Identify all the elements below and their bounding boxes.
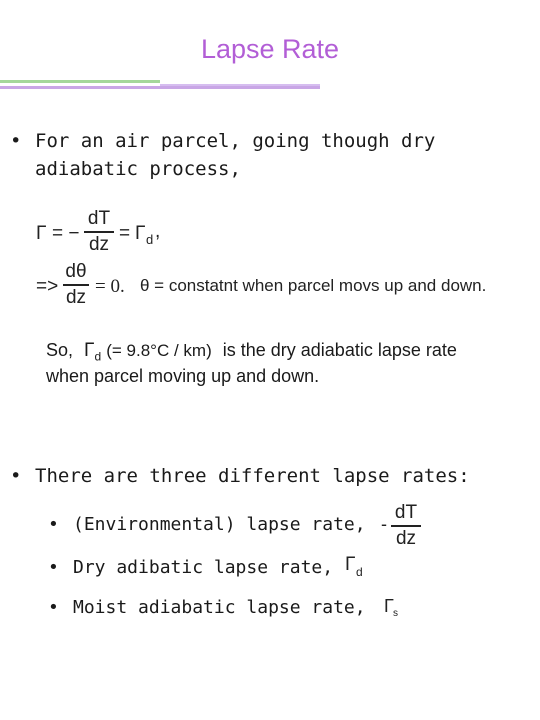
eq1-gamma: Γ <box>36 223 47 244</box>
sub-bullet-dot: • <box>48 597 59 618</box>
eq1-fraction-bar <box>84 231 114 233</box>
dry-gamma: Γ <box>345 554 356 575</box>
lapse-type-label: Moist adiabatic lapse rate, <box>73 597 366 618</box>
lapse-type-moist <box>48 597 366 618</box>
eq2-statement: θ = constatnt when parcel movs up and down. <box>140 276 487 295</box>
eq1-comma: , <box>155 221 161 242</box>
bullet-1-text: For an air parcel, going though dry adiabatic process, <box>35 130 436 180</box>
moist-gamma: Γ <box>384 596 394 616</box>
eq1-equals-minus: = − <box>52 223 80 244</box>
so-line-2: when parcel moving up and down. <box>46 366 320 386</box>
sub-bullet-dot: • <box>48 557 59 578</box>
title-underline-green <box>0 80 160 83</box>
bullet-2-text: There are three different lapse rates: <box>35 465 470 487</box>
env-minus: - <box>381 514 387 534</box>
eq1-denominator: dz <box>88 233 110 255</box>
eq2-equals-zero: = 0. <box>95 276 125 297</box>
moist-subscript: s <box>393 608 398 619</box>
eq2-arrow: => <box>36 276 59 297</box>
dry-lapse-rate-statement <box>46 340 457 364</box>
so-prefix: So, <box>46 340 74 360</box>
eq1-subscript-d: d <box>146 232 154 247</box>
env-denominator: dz <box>395 527 417 549</box>
bullet-1 <box>10 127 530 183</box>
bullet-dot: • <box>10 465 22 487</box>
env-numerator: dT <box>394 502 418 523</box>
eq1-numerator: dT <box>87 208 111 229</box>
bullet-dot: • <box>10 130 22 152</box>
eq2-denominator: dz <box>65 286 87 308</box>
lapse-type-dry <box>48 557 334 578</box>
so-gamma: Γ <box>84 340 95 361</box>
dry-subscript: d <box>356 565 363 579</box>
lapse-type-label: Dry adibatic lapse rate, <box>73 557 334 578</box>
eq1-fraction <box>84 208 114 256</box>
env-fraction <box>391 502 421 550</box>
so-suffix: is the dry adiabatic lapse rate <box>222 340 457 360</box>
bullet-2 <box>10 462 530 490</box>
env-fraction-bar <box>391 525 421 527</box>
title-underline-purple <box>0 86 320 89</box>
eq1-gamma-d: Γ <box>135 223 146 244</box>
so-subscript-d: d <box>94 349 102 364</box>
sub-bullet-dot: • <box>48 514 59 535</box>
eq2-fraction <box>63 261 89 309</box>
eq2-numerator: dθ <box>65 261 87 282</box>
lapse-type-environmental <box>48 514 366 535</box>
lapse-type-label: (Environmental) lapse rate, <box>73 514 366 535</box>
so-value: (= 9.8°C / km) <box>106 341 212 360</box>
slide-title: Lapse Rate <box>200 34 340 64</box>
eq1-equals: = <box>119 223 131 244</box>
eq2-fraction-bar <box>63 284 89 286</box>
